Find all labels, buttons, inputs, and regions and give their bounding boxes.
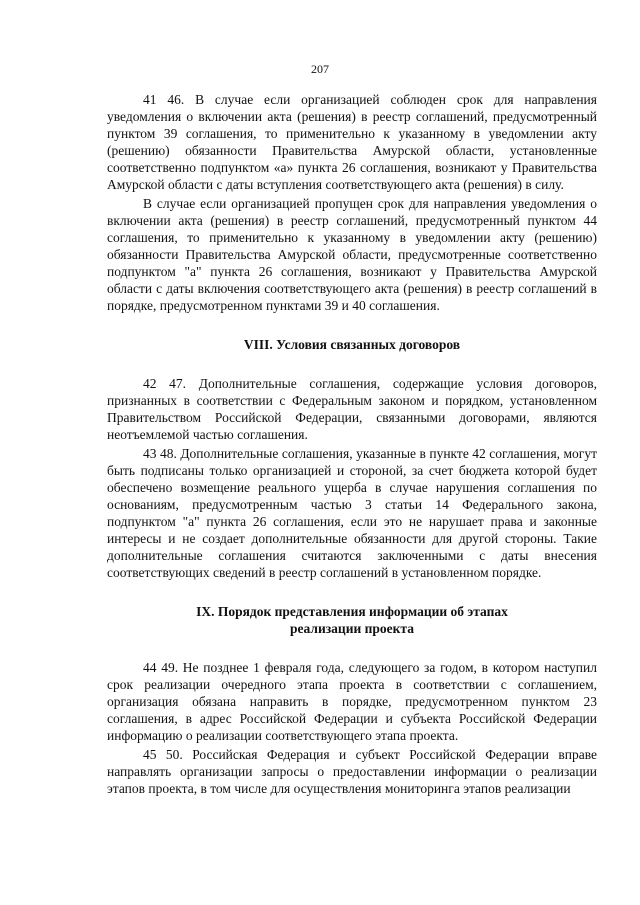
section-heading-viii	[107, 336, 597, 353]
page-number: 207	[311, 62, 329, 76]
section-heading-line: реализации проекта	[290, 621, 414, 636]
section-heading-line: VIII. Условия связанных договоров	[243, 337, 461, 352]
section-heading-line: IX. Порядок представления информации об этапах	[196, 604, 508, 619]
paragraph-43: 43 48. Дополнительные соглашения, указанные в пункте 42 соглашения, могут быть подписаны только организацией и стороной, за счет бюджета которой будет обеспечено возмещение реального ущерба в случае нарушения соглашения по основаниям, предусмотренным частью 3 статьи 14 Федерального закона, подпунктом "а" пункта 26 соглашения, если это не нарушает права и законные интересы и не создает дополнительные обязанности для другой стороны. Такие дополнительные соглашения считаются заключенными с даты внесения соответствующих сведений в реестр соглашений в установленном порядке.	[107, 446, 597, 580]
paragraph-44: 44 49. Не позднее 1 февраля года, следующего за годом, в котором наступил срок реализации очередного этапа проекта в соответствии с соглашением, организация обязана направить в порядке, предусмотренном пунктом 23 соглашения, в адрес Российской Федерации и субъекта Российской Федерации информацию о реализации соответствующего этапа проекта.	[107, 660, 597, 743]
paragraph-42: 42 47. Дополнительные соглашения, содержащие условия договоров, признанных в соответствии с Федеральным законом и порядком, установленном Правительством Российской Федерации, связанными договорами, являются неотъемлемой частью соглашения.	[107, 376, 597, 442]
section-heading-ix	[107, 603, 597, 637]
paragraph-41: 41 46. В случае если организацией соблюден срок для направления уведомления о включении акта (решения) в реестр соглашений, предусмотренный пунктом 39 соглашения, то применительно к указанному в уведомлении акту (решению) обязанности Правительства Амурской области, установленные соответственно подпунктом «а» пункта 26 соглашения, возникают у Правительства Амурской области с даты вступления соответствующего акта (решения) в силу.	[107, 92, 597, 192]
paragraph-41-continued: В случае если организацией пропущен срок для направления уведомления о включении акта (решения) в реестр соглашений, предусмотренный пунктом 44 соглашения, то применительно к указанному в уведомлении акту (решению) обязанности Правительства Амурской области, предусмотренные соответственно подпунктом "а" пункта 26 соглашения, возникают у Правительства Амурской области с даты включения соответствующего акта (решения) в реестр соглашений в порядке, предусмотренном пунктами 39 и 40 соглашения.	[107, 196, 597, 313]
document-body	[107, 91, 597, 797]
paragraph-45: 45 50. Российская Федерация и субъект Российской Федерации вправе направлять организации запросы о предоставлении информации о реализации этапов проекта, в том числе для осуществления мониторинга этапов реализации	[107, 747, 597, 796]
